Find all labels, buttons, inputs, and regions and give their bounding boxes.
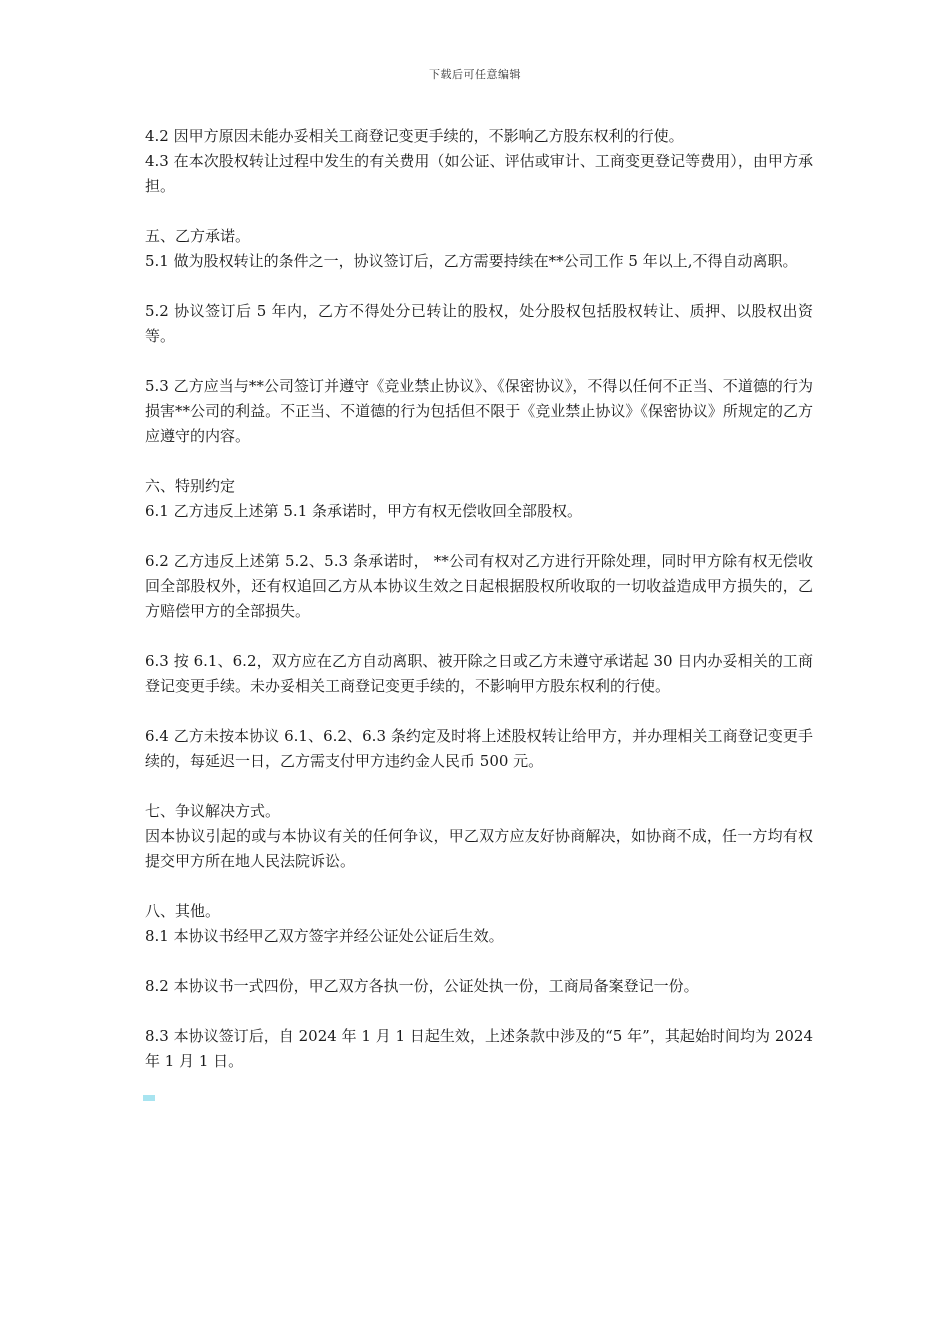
blank-line: [145, 274, 813, 299]
section-6-heading: 六、特别约定: [145, 477, 236, 495]
clause-5-3: 5.3 乙方应当与**公司签订并遵守《竞业禁止协议》、《保密协议》，不得以任何不正当、不道德的行为损害**公司的利益。不正当、不道德的行为包括但不限于《竞业禁止协议》《保密协议》所规定的乙方应遵守的内容。: [145, 377, 813, 445]
clause-6-3: 6.3 按 6.1、6.2，双方应在乙方自动离职、被开除之日或乙方未遵守承诺起 30 日内办妥相关的工商登记变更手续。未办妥相关工商登记变更手续的，不影响甲方股东权利的行使。: [145, 652, 813, 695]
clause-6-4: 6.4 乙方未按本协议 6.1、6.2、6.3 条约定及时将上述股权转让给甲方，并办理相关工商登记变更手续的，每延迟一日，乙方需支付甲方违约金人民币 500 元。: [145, 727, 813, 770]
section-5-heading: 五、乙方承诺。: [145, 227, 251, 245]
blank-line: [145, 699, 813, 724]
page-header: 下载后可任意编辑: [429, 68, 521, 81]
blank-line: [145, 774, 813, 799]
clause-8-1: 8.1 本协议书经甲乙双方签字并经公证处公证后生效。: [145, 927, 504, 945]
clause-6-1: 6.1 乙方违反上述第 5.1 条承诺时，甲方有权无偿收回全部股权。: [145, 502, 583, 520]
text-cursor-marker: [143, 1095, 155, 1101]
section-7-heading: 七、争议解决方式。: [145, 802, 281, 820]
clause-8-3: 8.3 本协议签订后，自 2024 年 1 月 1 日起生效，上述条款中涉及的“5 年”，其起始时间均为 2024 年 1 月 1 日。: [145, 1027, 813, 1070]
blank-line: [145, 199, 813, 224]
clause-4-2: 4.2 因甲方原因未能办妥相关工商登记变更手续的，不影响乙方股东权利的行使。: [145, 127, 684, 145]
blank-line: [145, 524, 813, 549]
blank-line: [145, 349, 813, 374]
section-8-heading: 八、其他。: [145, 902, 221, 920]
blank-line: [145, 999, 813, 1024]
document-body: [145, 124, 813, 1074]
clause-4-3: 4.3 在本次股权转让过程中发生的有关费用（如公证、评估或审计、工商变更登记等费用），由甲方承担。: [145, 152, 813, 195]
clause-8-2: 8.2 本协议书一式四份，甲乙双方各执一份，公证处执一份，工商局备案登记一份。: [145, 977, 699, 995]
blank-line: [145, 874, 813, 899]
clause-5-2: 5.2 协议签订后 5 年内，乙方不得处分已转让的股权，处分股权包括股权转让、质押、以股权出资等。: [145, 302, 813, 345]
clause-5-1: 5.1 做为股权转让的条件之一，协议签订后，乙方需要持续在**公司工作 5 年以上,不得自动离职。: [145, 252, 798, 270]
clause-7-body: 因本协议引起的或与本协议有关的任何争议，甲乙双方应友好协商解决，如协商不成，任一方均有权提交甲方所在地人民法院诉讼。: [145, 827, 813, 870]
clause-6-2: 6.2 乙方违反上述第 5.2、5.3 条承诺时， **公司有权对乙方进行开除处理，同时甲方除有权无偿收回全部股权外，还有权追回乙方从本协议生效之日起根据股权所收取的一切收益造成甲方损失的，乙方赔偿甲方的全部损失。: [145, 552, 813, 620]
blank-line: [145, 449, 813, 474]
blank-line: [145, 949, 813, 974]
blank-line: [145, 624, 813, 649]
